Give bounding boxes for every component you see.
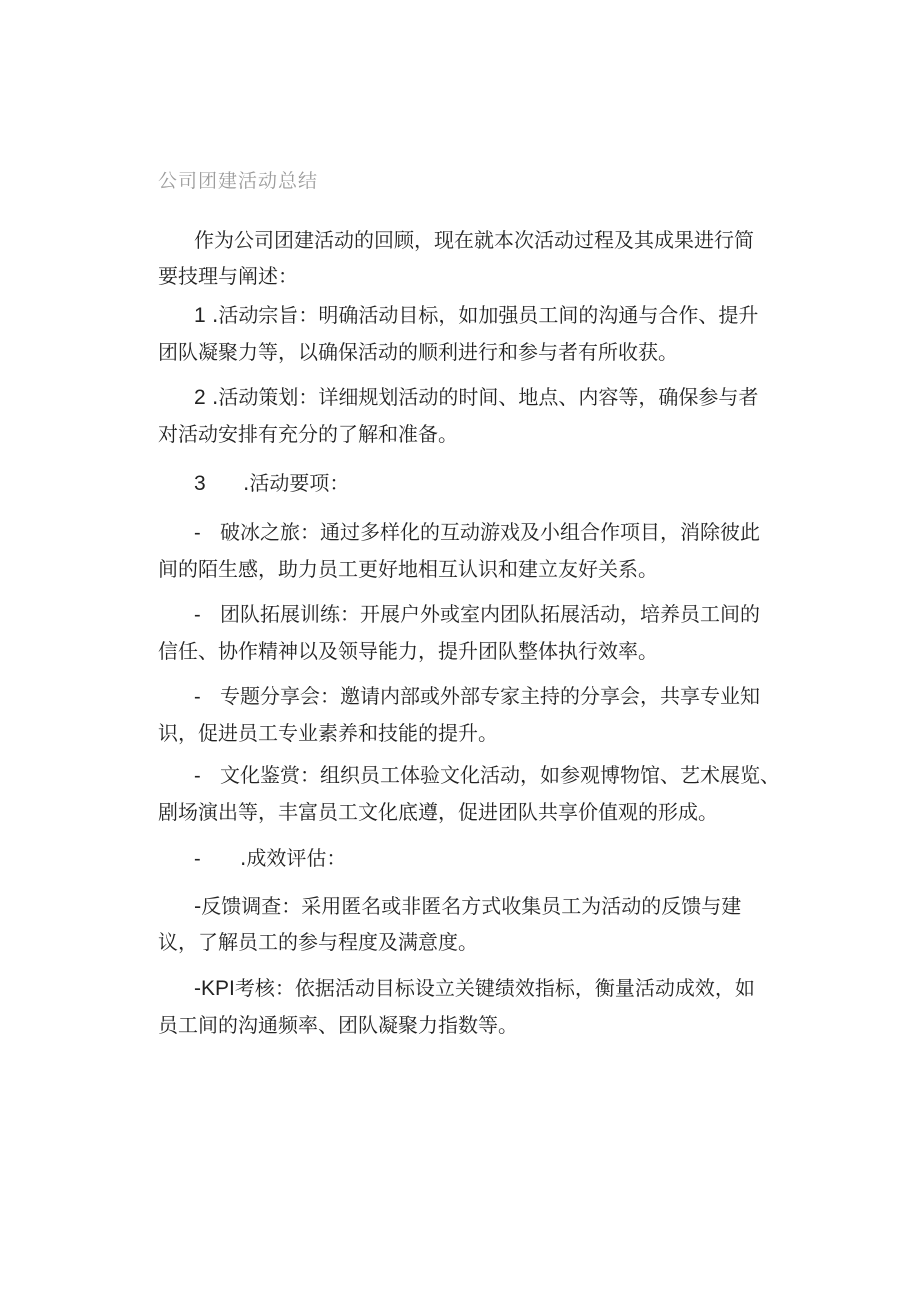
sub-item-4 [158, 757, 778, 830]
intro-line-2: 要技理与阐述： [158, 264, 298, 288]
item-1-line-1 [158, 297, 778, 334]
sub-item-2-text: 团队拓展训练：开展户外或室内团队拓展活动，培养员工间的 [220, 602, 760, 626]
intro-line-1: 作为公司团建活动的回顾，现在就本次活动过程及其成果进行简 [194, 228, 754, 252]
sub-item-4-line-1 [158, 757, 778, 794]
item-2-line-1 [158, 379, 778, 416]
sub-item-3-line-2: 识，促进员工专业素养和技能的提升。 [158, 721, 498, 745]
item-3-text: .活动要项： [243, 471, 350, 495]
item-2-line-2: 对活动安排有充分的了解和准备。 [158, 422, 458, 446]
document-title: 公司团建活动总结 [158, 170, 319, 192]
sub-item-1-text: 破冰之旅：通过多样化的互动游戏及小组合作项目，消除彼此 [220, 520, 760, 544]
eval-item-2 [158, 970, 778, 1043]
eval-item-2-text: 考核：依据活动目标设立关键绩效指标，衡量活动成效，如 [234, 976, 755, 1000]
sub-item-3-line-1 [158, 678, 778, 715]
eval-item-1-line-2: 议，了解员工的参与程度及满意度。 [158, 930, 478, 954]
sub-item-4-dash: - [194, 765, 201, 787]
item-4-text: .成效评估： [240, 846, 347, 870]
intro-paragraph [158, 222, 778, 294]
item-3-paragraph [158, 465, 778, 502]
item-1-paragraph [158, 297, 778, 370]
sub-item-4-text: 文化鉴赏：组织员工体验文化活动，如参观博物馆、艺术展览、 [220, 763, 780, 787]
eval-item-1-line-1: -反馈调查：采用匿名或非匿名方式收集员工为活动的反馈与建 [194, 894, 742, 918]
sub-item-1-dash: - [194, 522, 201, 544]
sub-item-4-line-2: 剧场演出等，丰富员工文化底遵，促进团队共享价值观的形成。 [158, 800, 718, 824]
eval-item-2-prefix: -KPI [194, 977, 235, 1000]
eval-item-2-line-2: 员工间的沟通频率、团队凝聚力指数等。 [158, 1013, 518, 1037]
sub-item-1 [158, 514, 778, 587]
sub-item-3-text: 专题分享会：邀请内部或外部专家主持的分享会，共享专业知 [220, 684, 760, 708]
item-3-number: 3 [194, 472, 206, 495]
eval-item-2-line-1 [158, 970, 778, 1007]
item-1-text: .活动宗旨：明确活动目标，如加强员工间的沟通与合作、提升 [205, 303, 759, 327]
item-2-number: 2 [194, 386, 206, 409]
sub-item-2-line-1 [158, 596, 778, 633]
sub-item-3-dash: - [194, 686, 201, 708]
sub-item-3 [158, 678, 778, 751]
item-4-line-1 [158, 840, 778, 877]
eval-item-1 [158, 888, 778, 960]
item-2-paragraph [158, 379, 778, 452]
item-4-dash: - [194, 848, 201, 870]
item-1-number: 1 [194, 304, 206, 327]
item-2-text: .活动策划：详细规划活动的时间、地点、内容等，确保参与者 [205, 385, 759, 409]
item-1-line-2: 团队凝聚力等，以确保活动的顺利进行和参与者有所收获。 [158, 340, 678, 364]
sub-item-2 [158, 596, 778, 669]
sub-item-1-line-2: 间的陌生感，助力员工更好地相互认识和建立友好关系。 [158, 557, 658, 581]
item-4-paragraph [158, 840, 778, 877]
sub-item-1-line-1 [158, 514, 778, 551]
sub-item-2-dash: - [194, 604, 201, 626]
sub-item-2-line-2: 信任、协作精神以及领导能力，提升团队整体执行效率。 [158, 639, 658, 663]
item-3-line-1 [158, 465, 778, 502]
